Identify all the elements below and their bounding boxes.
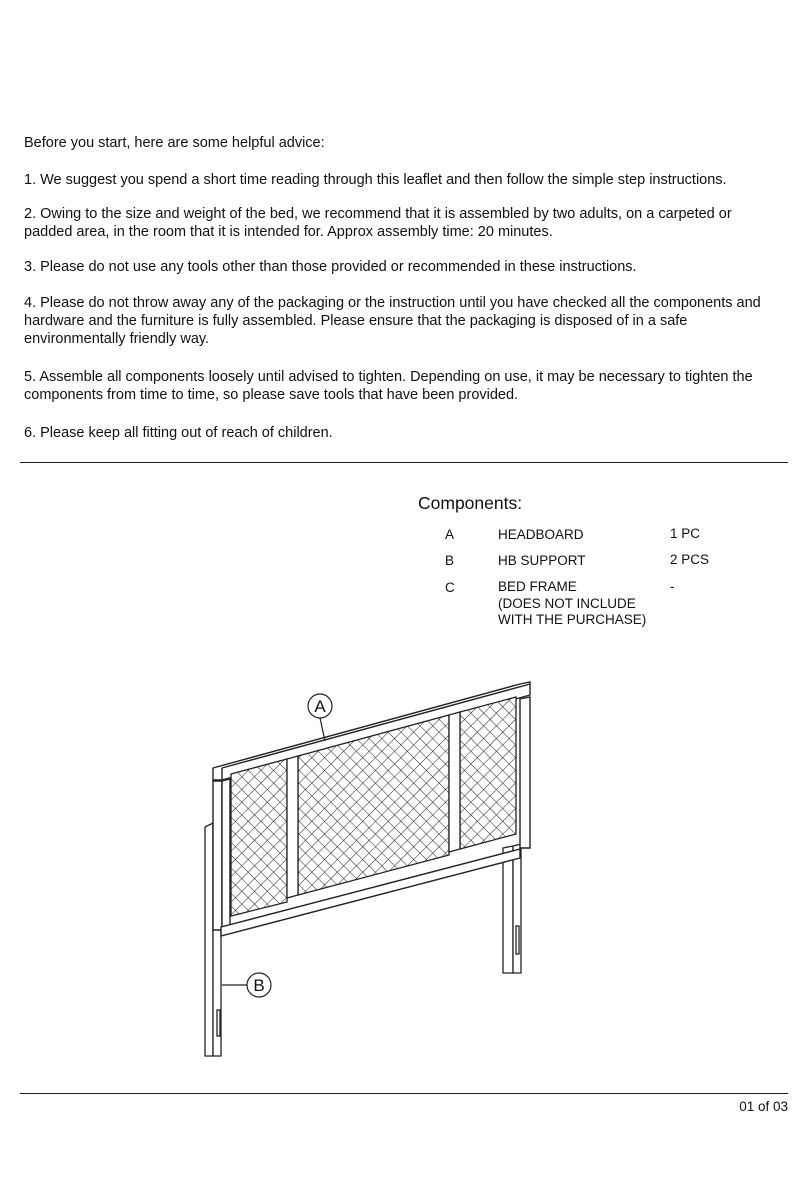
- page-number: 01 of 03: [739, 1099, 788, 1114]
- component-c-qty: -: [670, 579, 675, 594]
- component-c-note-line1: (DOES NOT INCLUDE: [498, 596, 636, 611]
- advice-item-6: 6. Please keep all fitting out of reach of children.: [24, 425, 333, 441]
- component-b-letter: B: [445, 553, 455, 568]
- divider-top: [20, 462, 788, 463]
- component-b-qty: 2 PCS: [670, 552, 710, 567]
- components-title: Components:: [418, 493, 523, 513]
- right-support-leg: [503, 844, 521, 973]
- component-c-name: BED FRAME: [498, 579, 577, 594]
- advice-item-4: 4. Please do not throw away any of the packaging or the instruction until you have checked all the components and hardware and the furniture is fully assembled. Please ensure that the packaging is disposed of in a safe environmentally friendly way.: [24, 295, 761, 347]
- divider-bottom: [20, 1093, 788, 1094]
- component-b-name: HB SUPPORT: [498, 553, 586, 568]
- advice-intro: Before you start, here are some helpful advice:: [24, 135, 325, 151]
- advice-item-1: 1. We suggest you spend a short time reading through this leaflet and then follow the simple step instructions.: [24, 172, 727, 188]
- component-a-letter: A: [445, 527, 455, 542]
- advice-item-5: 5. Assemble all components loosely until advised to tighten. Depending on use, it may be necessary to tighten the components from time to time, so please save tools that have been provided.: [24, 369, 753, 403]
- callout-a-label: A: [314, 697, 326, 716]
- component-a-qty: 1 PC: [670, 526, 701, 541]
- component-c-note-line2: WITH THE PURCHASE): [498, 612, 647, 627]
- callout-b-label: B: [253, 976, 265, 995]
- advice-item-3: 3. Please do not use any tools other than those provided or recommended in these instructions.: [24, 259, 637, 275]
- headboard-illustration: [190, 670, 540, 1065]
- component-c-letter: C: [445, 580, 455, 595]
- advice-item-2: 2. Owing to the size and weight of the bed, we recommend that it is assembled by two adults, on a carpeted or padded area, in the room that it is intended for. Approx assembly time: 20 minutes.: [24, 206, 732, 240]
- component-a-name: HEADBOARD: [498, 527, 584, 542]
